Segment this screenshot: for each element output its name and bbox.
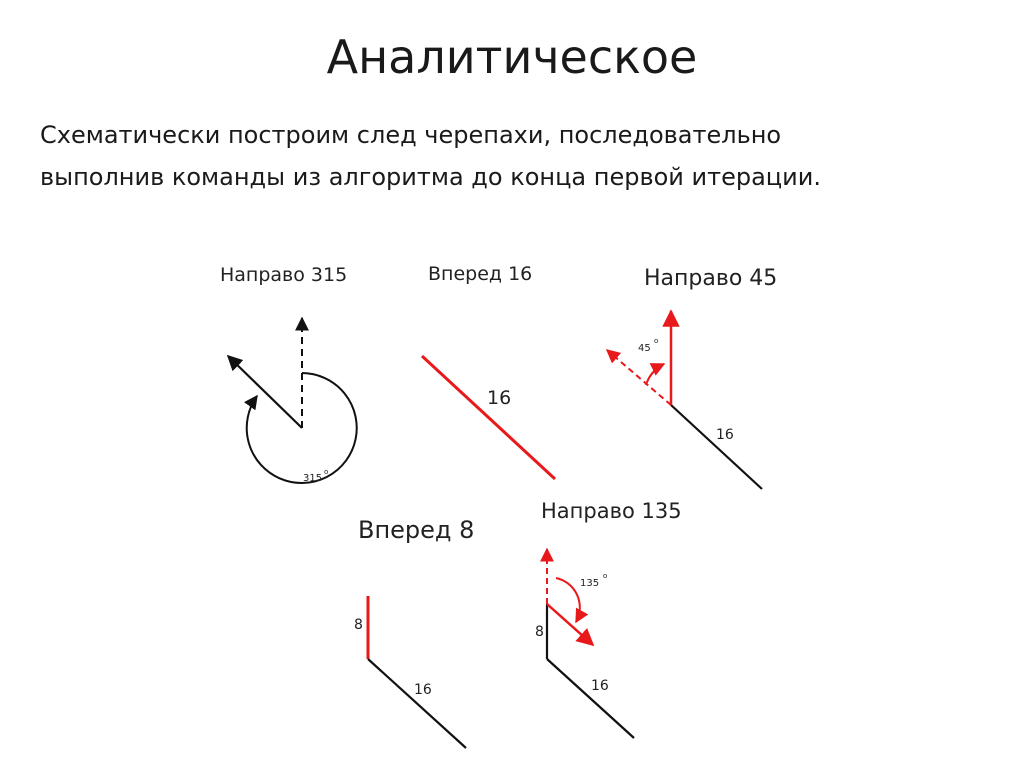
description-line-2: выполнив команды из алгоритма до конца первой итерации. — [40, 163, 821, 191]
new-heading-red-arrow-down-right — [547, 604, 593, 645]
step-right-45 — [607, 266, 777, 489]
step-5-degree-mark: o — [603, 572, 608, 580]
step-1-degree-mark: o — [324, 468, 329, 476]
step-5-path-16 — [547, 659, 634, 738]
rotation-arc-45 — [646, 364, 664, 385]
step-4-short-label: 8 — [354, 617, 363, 633]
step-4-caption: Вперед 8 — [358, 516, 475, 544]
step-forward-16 — [422, 263, 555, 479]
step-3-degree-mark: o — [654, 337, 659, 345]
new-heading-arrow — [228, 356, 302, 428]
step-right-315 — [220, 264, 357, 484]
step-3-length-label: 16 — [716, 427, 734, 443]
step-5-angle-label: 135 — [580, 578, 600, 589]
step-3-angle-label: 45 — [638, 343, 651, 354]
step-1-angle-label: 315 — [303, 473, 323, 484]
step-5-length-label: 16 — [591, 678, 609, 694]
old-heading-dashed-arrow — [607, 350, 671, 405]
step-forward-8 — [354, 516, 474, 748]
step-2-caption: Вперед 16 — [428, 263, 533, 285]
description-line-1: Схематически построим след черепахи, последовательно — [40, 121, 782, 149]
step-5-caption: Направо 135 — [541, 499, 682, 523]
step-3-caption: Направо 45 — [644, 266, 778, 291]
forward-16-segment — [422, 356, 555, 479]
step-right-135 — [535, 499, 682, 738]
step-2-length-label: 16 — [487, 387, 512, 409]
slide-title: Аналитическое — [326, 30, 698, 84]
step-5-short-label: 8 — [535, 624, 544, 640]
step-4-path-16 — [368, 659, 466, 748]
step-4-length-label: 16 — [414, 682, 432, 698]
step-3-path-16 — [671, 405, 762, 489]
step-1-caption: Направо 315 — [220, 264, 348, 286]
